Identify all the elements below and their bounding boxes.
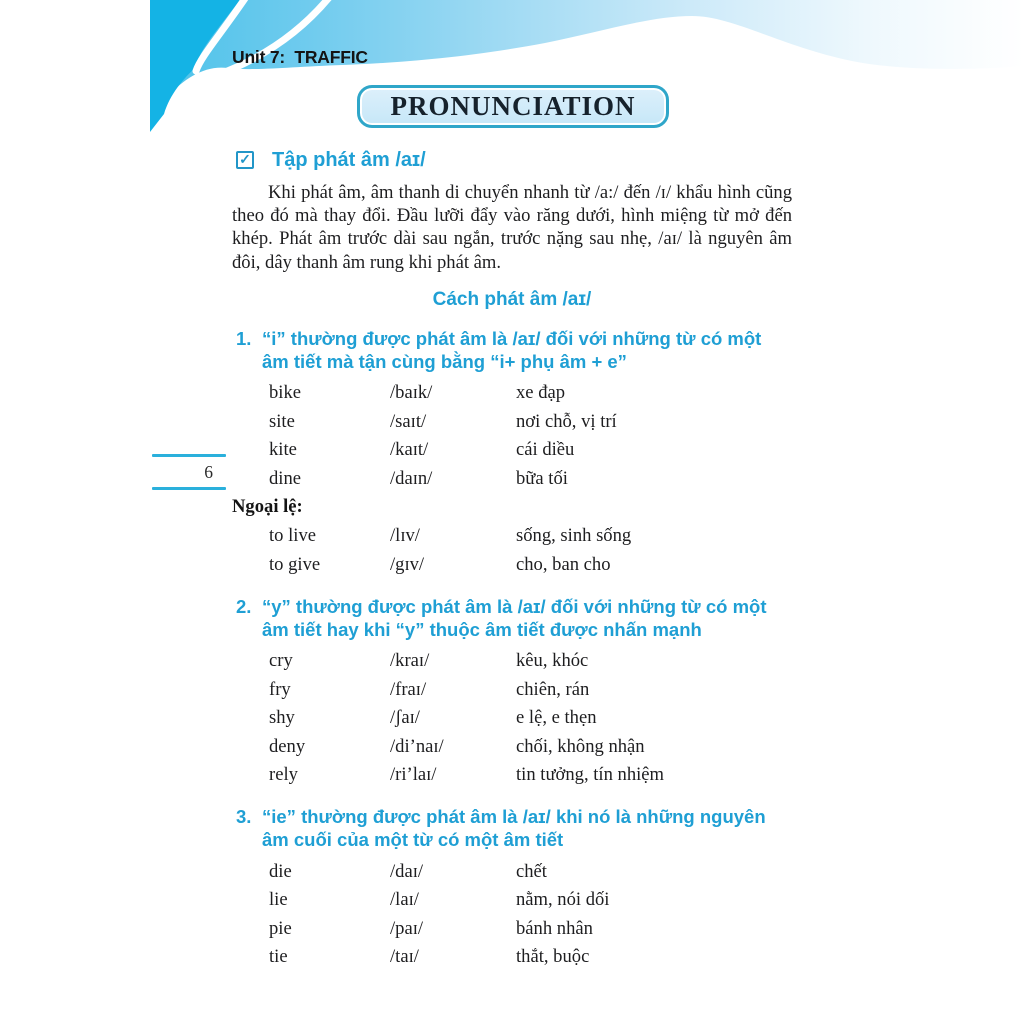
word: to live (269, 525, 316, 547)
word-row (232, 436, 792, 465)
word-row (232, 704, 792, 733)
word-row (232, 379, 792, 408)
meaning: sống, sinh sống (516, 525, 632, 547)
word: rely (269, 764, 298, 786)
meaning: cái diều (516, 439, 575, 461)
word-row (232, 732, 792, 761)
intro-heading (232, 146, 792, 174)
word: to give (269, 553, 321, 575)
word: die (269, 860, 292, 882)
ipa: /ri’laɪ/ (390, 764, 437, 786)
rule-1-text: “i” thường được phát âm là /aɪ/ đối với những từ có một âm tiết mà tận cùng bằng “i+ phụ âm + e” (262, 327, 762, 372)
section-title: Cách phát âm /aɪ/ (432, 288, 592, 310)
rule-1-word-table (232, 379, 792, 579)
ipa: /ʃaɪ/ (390, 707, 420, 729)
meaning: chối, không nhận (516, 735, 645, 757)
word: dine (269, 467, 302, 489)
page-content (232, 146, 792, 971)
page-rule-bottom (152, 487, 226, 490)
rule-2-text: “y” thường được phát âm là /aɪ/ đối với những từ có một âm tiết hay khi “y” thuộc âm tiết được nhấn mạnh (262, 595, 767, 640)
word: cry (269, 650, 293, 672)
rule-2 (232, 595, 792, 790)
word-row (232, 550, 792, 579)
word: fry (269, 678, 291, 700)
word: site (269, 410, 295, 432)
ipa: /saɪt/ (390, 410, 427, 432)
banner-title: PRONUNCIATION (390, 91, 636, 121)
unit-title: Unit 7: TRAFFIC (232, 47, 368, 67)
word-row (232, 943, 792, 972)
intro-title: Tập phát âm /aɪ/ (272, 148, 426, 171)
ipa: /taɪ/ (390, 946, 419, 968)
meaning: xe đạp (516, 382, 566, 404)
meaning: thắt, buộc (516, 946, 590, 968)
rule-1-heading (232, 327, 792, 373)
rule-3-word-table (232, 857, 792, 971)
word-row (232, 886, 792, 915)
page-number-widget (152, 454, 226, 490)
ipa: /gɪv/ (390, 553, 425, 575)
ipa: /kaɪt/ (390, 439, 429, 461)
word-row (232, 522, 792, 551)
word: lie (269, 889, 288, 911)
ipa: /lɪv/ (390, 525, 420, 547)
word: tie (269, 946, 288, 968)
checked-checkbox-icon: ✓ (236, 151, 254, 169)
rule-1 (232, 327, 792, 579)
word-row (232, 407, 792, 436)
word-row (232, 647, 792, 676)
meaning: nơi chỗ, vị trí (516, 410, 617, 432)
meaning: kêu, khóc (516, 650, 589, 672)
meaning: bánh nhân (516, 917, 593, 939)
rule-2-number: 2. (236, 595, 252, 617)
meaning: chiên, rán (516, 678, 590, 700)
meaning: tin tưởng, tín nhiệm (516, 764, 664, 786)
ipa: /paɪ/ (390, 917, 424, 939)
pronunciation-banner (357, 85, 669, 128)
page-number: 6 (204, 462, 213, 482)
word: shy (269, 707, 295, 729)
ipa: /kraɪ/ (390, 650, 430, 672)
ipa: /baɪk/ (390, 382, 433, 404)
word-row (232, 675, 792, 704)
ipa: /fraɪ/ (390, 678, 427, 700)
word: deny (269, 735, 306, 757)
word: pie (269, 917, 292, 939)
word-row (232, 857, 792, 886)
rule-2-word-table (232, 647, 792, 790)
meaning: e lệ, e thẹn (516, 707, 597, 729)
rule-3-number: 3. (236, 806, 252, 828)
ipa: /daɪ/ (390, 860, 424, 882)
rule-3-text: “ie” thường được phát âm là /aɪ/ khi nó là những nguyên âm cuối của một từ có một âm tiết (262, 806, 766, 851)
ipa: /daɪn/ (390, 467, 433, 489)
word: kite (269, 439, 297, 461)
rule-1-number: 1. (236, 327, 252, 349)
word-row (232, 464, 792, 493)
exception-label: Ngoại lệ: (232, 496, 303, 518)
ipa: /laɪ/ (390, 889, 419, 911)
word-row (232, 761, 792, 790)
rule-3-heading (232, 805, 792, 851)
ipa: /di’naɪ/ (390, 735, 444, 757)
meaning: chết (516, 860, 547, 882)
rule-3 (232, 805, 792, 971)
intro-paragraph: Khi phát âm, âm thanh di chuyển nhanh từ /a:/ đến /ɪ/ khẩu hình cũng theo đó mà thay đổi. Đầu lưỡi đẩy vào răng dưới, hình miệng từ mở đến khép. Phát âm trước dài sau ngắn, trước nặng sau nhẹ, /aɪ/ là nguyên âm đôi, dây thanh âm rung khi phát âm. (232, 182, 792, 273)
word: bike (269, 382, 302, 404)
meaning: cho, ban cho (516, 553, 611, 575)
rule-2-heading (232, 595, 792, 641)
word-row (232, 914, 792, 943)
meaning: nằm, nói dối (516, 889, 610, 911)
meaning: bữa tối (516, 467, 568, 489)
